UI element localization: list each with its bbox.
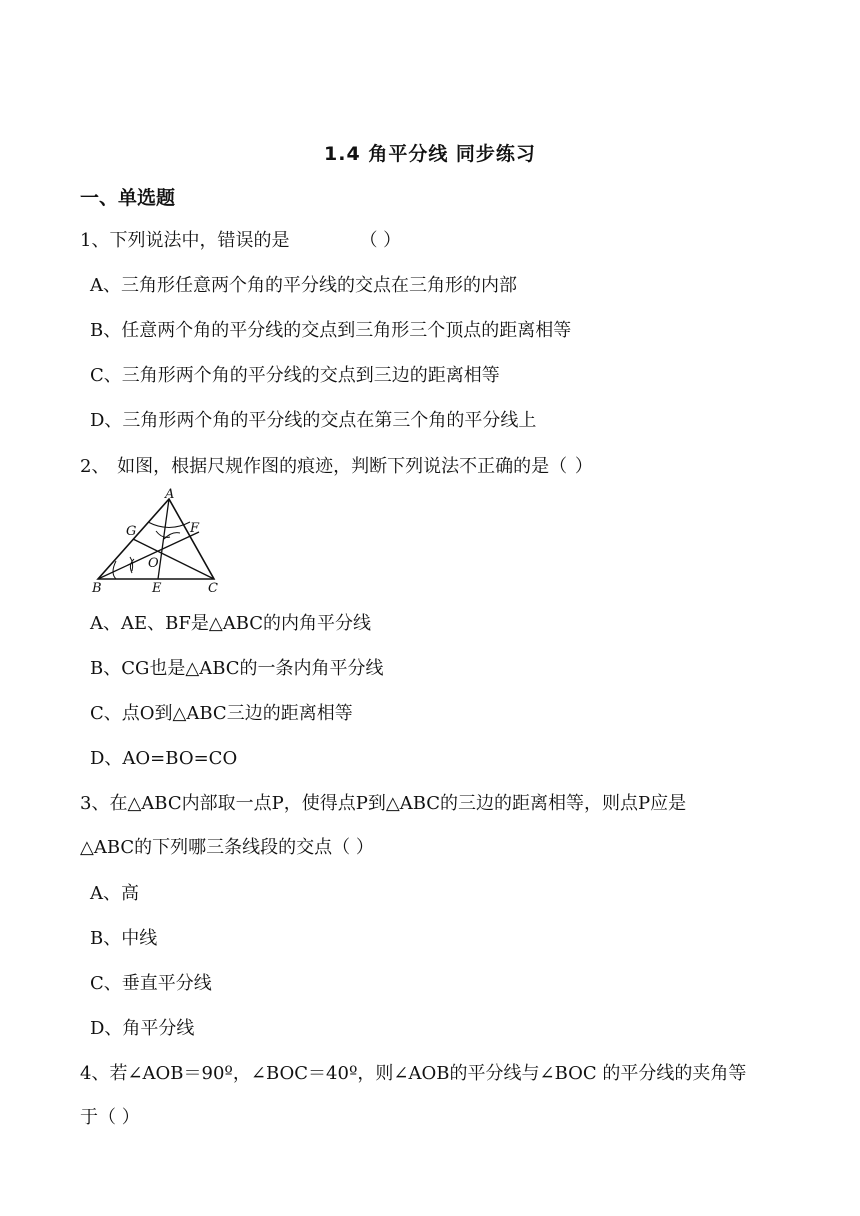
label-b: B xyxy=(92,581,102,595)
question-1-option-a: A、三角形任意两个角的平分线的交点在三角形的内部 xyxy=(90,275,517,296)
arc-mark-a2 xyxy=(164,533,180,539)
question-1-stem xyxy=(80,229,401,253)
arc-at-b xyxy=(113,561,116,579)
question-2-option-d: D、AO=BO=CO xyxy=(90,748,238,769)
question-2-option-c: C、点O到△ABC三边的距离相等 xyxy=(90,703,353,724)
label-g: G xyxy=(126,524,137,539)
question-1-blank: （ ） xyxy=(359,230,402,251)
label-c: C xyxy=(208,581,218,595)
question-3-option-d: D、角平分线 xyxy=(90,1018,195,1039)
question-2-stem: 2、 如图，根据尺规作图的痕迹，判断下列说法不正确的是（ ） xyxy=(80,456,593,477)
page-title: 1.4 角平分线 同步练习 xyxy=(324,143,536,165)
arc-mark-a1 xyxy=(156,531,170,537)
question-1-text: 1、下列说法中，错误的是 xyxy=(80,230,290,251)
bisector-ae xyxy=(158,499,169,579)
question-3-stem-line1: 3、在△ABC内部取一点P，使得点P到△ABC的三边的距离相等，则点P应是 xyxy=(80,793,687,814)
section-heading: 一、单选题 xyxy=(80,187,176,209)
question-3-option-c: C、垂直平分线 xyxy=(90,973,212,994)
triangle-figure xyxy=(90,487,230,595)
question-1-option-d: D、三角形两个角的平分线的交点在第三个角的平分线上 xyxy=(90,410,537,431)
question-4-stem-line2: 于（ ） xyxy=(80,1107,140,1128)
label-e: E xyxy=(152,581,162,595)
label-a: A xyxy=(165,487,175,502)
question-3-option-a: A、高 xyxy=(90,883,139,904)
question-3-option-b: B、中线 xyxy=(90,928,158,949)
label-f: F xyxy=(190,521,200,536)
question-2-option-b: B、CG也是△ABC的一条内角平分线 xyxy=(90,658,384,679)
question-1-option-b: B、任意两个角的平分线的交点到三角形三个顶点的距离相等 xyxy=(90,320,572,341)
question-1-option-c: C、三角形两个角的平分线的交点到三边的距离相等 xyxy=(90,365,500,386)
question-4-stem-line1: 4、若∠AOB＝90º，∠BOC＝40º，则∠AOB的平分线与∠BOC 的平分线的夹角等 xyxy=(80,1063,747,1084)
label-o: O xyxy=(148,556,159,571)
question-3-stem-line2: △ABC的下列哪三条线段的交点（ ） xyxy=(80,837,374,858)
question-2-option-a: A、AE、BF是△ABC的内角平分线 xyxy=(90,613,372,634)
